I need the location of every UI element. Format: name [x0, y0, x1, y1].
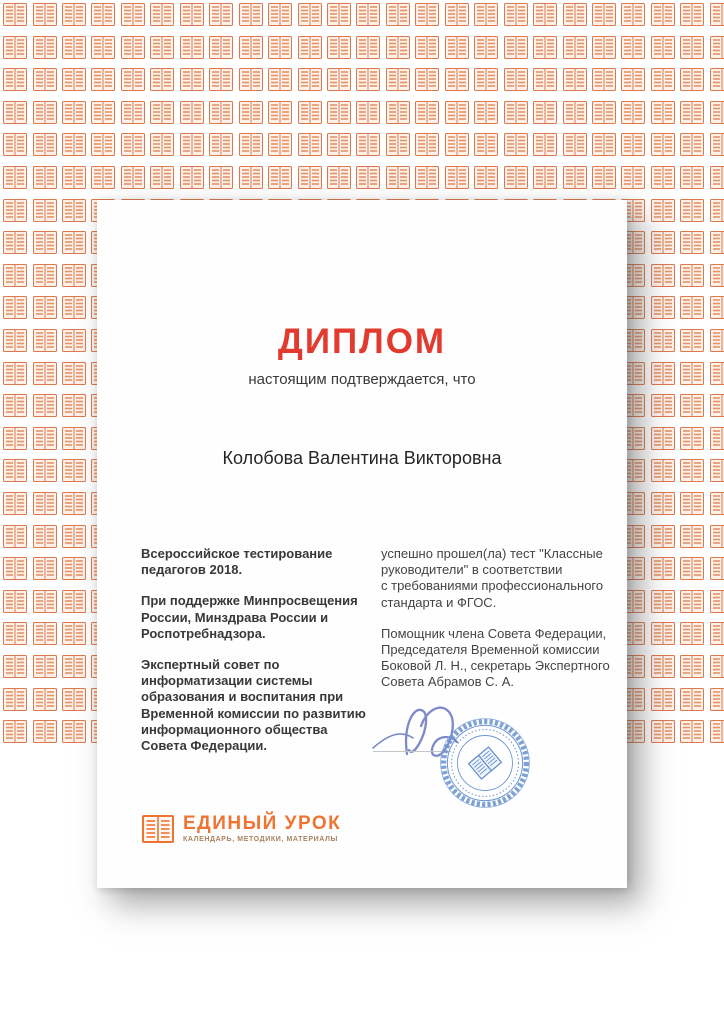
open-book-icon: [3, 394, 27, 417]
open-book-icon: [62, 329, 86, 352]
open-book-icon: [33, 720, 57, 743]
open-book-icon: [651, 492, 675, 515]
open-book-icon: [268, 3, 292, 26]
open-book-icon: [33, 68, 57, 91]
open-book-icon: [651, 133, 675, 156]
open-book-icon: [62, 655, 86, 678]
open-book-icon: [62, 133, 86, 156]
open-book-icon: [710, 133, 724, 156]
open-book-icon: [710, 557, 724, 580]
open-book-icon: [239, 166, 263, 189]
open-book-icon: [33, 264, 57, 287]
open-book-icon: [651, 459, 675, 482]
open-book-icon: [33, 101, 57, 124]
open-book-icon: [239, 101, 263, 124]
open-book-icon: [710, 231, 724, 254]
open-book-icon: [651, 36, 675, 59]
open-book-icon: [680, 525, 704, 548]
open-book-icon: [592, 133, 616, 156]
open-book-icon: [239, 36, 263, 59]
open-book-icon: [62, 36, 86, 59]
open-book-icon: [710, 525, 724, 548]
open-book-icon: [710, 296, 724, 319]
open-book-icon: [180, 133, 204, 156]
open-book-icon: [298, 101, 322, 124]
open-book-icon: [651, 590, 675, 613]
open-book-icon: [680, 655, 704, 678]
open-book-icon: [445, 101, 469, 124]
open-book-icon: [62, 101, 86, 124]
open-book-icon: [62, 720, 86, 743]
open-book-icon: [91, 166, 115, 189]
open-book-icon: [710, 655, 724, 678]
open-book-icon: [3, 655, 27, 678]
open-book-icon: [651, 655, 675, 678]
open-book-icon: [150, 36, 174, 59]
open-book-icon: [3, 133, 27, 156]
open-book-icon: [33, 622, 57, 645]
open-book-icon: [298, 166, 322, 189]
open-book-icon: [592, 166, 616, 189]
open-book-icon: [651, 264, 675, 287]
open-book-icon: [121, 166, 145, 189]
open-book-icon: [33, 688, 57, 711]
open-book-icon: [651, 394, 675, 417]
open-book-icon: [327, 166, 351, 189]
open-book-icon: [651, 688, 675, 711]
open-book-icon: [33, 231, 57, 254]
open-book-icon: [651, 166, 675, 189]
open-book-icon: [33, 362, 57, 385]
open-book-icon: [180, 36, 204, 59]
award-paragraph: успешно прошел(ла) тест "Классные руководители" в соответствии с требованиями профессионального стандарта и ФГОС.: [381, 546, 604, 610]
open-book-icon: [445, 36, 469, 59]
open-book-icon: [121, 101, 145, 124]
open-book-icon: [710, 492, 724, 515]
open-book-icon: [533, 3, 557, 26]
open-book-icon: [710, 688, 724, 711]
open-book-icon: [651, 296, 675, 319]
open-book-icon: [445, 68, 469, 91]
open-book-icon: [150, 166, 174, 189]
open-book-icon: [680, 264, 704, 287]
open-book-icon: [680, 492, 704, 515]
open-book-icon: [592, 36, 616, 59]
open-book-icon: [386, 3, 410, 26]
open-book-icon: [651, 231, 675, 254]
open-book-icon: [180, 68, 204, 91]
open-book-icon: [62, 166, 86, 189]
open-book-icon: [621, 101, 645, 124]
open-book-icon: [651, 199, 675, 222]
open-book-icon: [33, 525, 57, 548]
open-book-icon: [121, 3, 145, 26]
open-book-icon: [533, 101, 557, 124]
open-book-icon: [121, 68, 145, 91]
open-book-icon: [710, 101, 724, 124]
open-book-icon: [91, 133, 115, 156]
open-book-icon: [386, 166, 410, 189]
stamp-icon: [440, 718, 530, 808]
open-book-icon: [3, 329, 27, 352]
brand-name: ЕДИНЫЙ УРОК: [183, 813, 342, 834]
open-book-icon: [3, 199, 27, 222]
open-book-icon: [327, 36, 351, 59]
open-book-icon: [415, 101, 439, 124]
open-book-icon: [33, 459, 57, 482]
open-book-icon: [33, 199, 57, 222]
open-book-icon: [651, 525, 675, 548]
open-book-icon: [445, 3, 469, 26]
open-book-icon: [533, 166, 557, 189]
open-book-icon: [3, 622, 27, 645]
open-book-icon: [62, 3, 86, 26]
open-book-icon: [356, 101, 380, 124]
open-book-icon: [209, 68, 233, 91]
open-book-icon: [91, 101, 115, 124]
open-book-icon: [651, 329, 675, 352]
open-book-icon: [680, 459, 704, 482]
open-book-icon: [621, 166, 645, 189]
open-book-icon: [680, 557, 704, 580]
open-book-icon: [3, 166, 27, 189]
open-book-icon: [209, 133, 233, 156]
open-book-icon: [445, 133, 469, 156]
open-book-icon: [680, 3, 704, 26]
open-book-icon: [710, 427, 724, 450]
open-book-icon: [268, 101, 292, 124]
open-book-icon: [62, 68, 86, 91]
open-book-icon: [3, 427, 27, 450]
issuer-paragraph: Экспертный совет по информатизации системы образования и воспитания при Временной комиссии по развитию информационного общества Совета Федерации.: [141, 657, 366, 754]
open-book-icon: [33, 166, 57, 189]
open-book-icon: [3, 264, 27, 287]
open-book-icon: [533, 133, 557, 156]
certificate-card: [97, 200, 627, 888]
open-book-icon: [3, 720, 27, 743]
open-book-icon: [680, 394, 704, 417]
open-book-icon: [3, 362, 27, 385]
open-book-icon: [680, 329, 704, 352]
open-book-icon: [268, 133, 292, 156]
open-book-icon: [3, 296, 27, 319]
open-book-icon: [621, 68, 645, 91]
open-book-icon: [3, 590, 27, 613]
open-book-icon: [3, 688, 27, 711]
certificate-title: ДИПЛОМ: [277, 322, 447, 361]
open-book-icon: [415, 36, 439, 59]
open-book-icon: [327, 68, 351, 91]
open-book-icon: [474, 101, 498, 124]
open-book-icon: [710, 264, 724, 287]
open-book-icon: [3, 231, 27, 254]
open-book-icon: [33, 329, 57, 352]
open-book-icon: [592, 101, 616, 124]
open-book-icon: [680, 688, 704, 711]
open-book-icon: [356, 68, 380, 91]
open-book-icon: [415, 68, 439, 91]
open-book-icon: [62, 362, 86, 385]
open-book-icon: [651, 427, 675, 450]
brand-tagline: КАЛЕНДАРЬ, МЕТОДИКИ, МАТЕРИАЛЫ: [183, 836, 338, 843]
open-book-icon: [327, 101, 351, 124]
issuer-paragraph: При поддержке Минпросвещения России, Минздрава России и Роспотребнадзора.: [141, 593, 358, 641]
open-book-icon: [651, 101, 675, 124]
open-book-icon: [298, 68, 322, 91]
open-book-icon: [504, 101, 528, 124]
open-book-icon: [91, 68, 115, 91]
issuer-column: [141, 546, 376, 769]
open-book-icon: [474, 36, 498, 59]
open-book-icon: [710, 3, 724, 26]
open-book-icon: [62, 394, 86, 417]
open-book-icon: [3, 557, 27, 580]
open-book-icon: [415, 166, 439, 189]
open-book-icon: [356, 3, 380, 26]
open-book-icon: [3, 525, 27, 548]
open-book-icon: [62, 459, 86, 482]
open-book-icon: [239, 133, 263, 156]
open-book-icon: [533, 36, 557, 59]
open-book-icon: [680, 166, 704, 189]
open-book-icon: [209, 166, 233, 189]
open-book-icon: [209, 101, 233, 124]
open-book-icon: [680, 36, 704, 59]
open-book-icon: [62, 688, 86, 711]
open-book-icon: [3, 3, 27, 26]
open-book-icon: [33, 590, 57, 613]
open-book-icon: [710, 329, 724, 352]
open-book-icon: [651, 720, 675, 743]
open-book-icon: [474, 133, 498, 156]
open-book-icon: [415, 3, 439, 26]
open-book-icon: [680, 590, 704, 613]
open-book-icon: [651, 362, 675, 385]
open-book-icon: [621, 3, 645, 26]
open-book-icon: [680, 622, 704, 645]
award-paragraph: Помощник члена Совета Федерации, Председателя Временной комиссии Боковой Л. Н., секретарь Экспертного Совета Абрамов С. А.: [381, 625, 610, 690]
open-book-icon: [33, 557, 57, 580]
open-book-icon: [680, 199, 704, 222]
open-book-icon: [621, 133, 645, 156]
open-book-icon: [680, 427, 704, 450]
open-book-icon: [121, 36, 145, 59]
open-book-icon: [651, 557, 675, 580]
open-book-icon: [239, 68, 263, 91]
open-book-icon: [651, 3, 675, 26]
open-book-icon: [150, 133, 174, 156]
open-book-icon: [62, 590, 86, 613]
open-book-icon: [62, 622, 86, 645]
open-book-icon: [62, 296, 86, 319]
open-book-icon: [563, 3, 587, 26]
open-book-icon: [710, 394, 724, 417]
open-book-icon: [386, 36, 410, 59]
open-book-icon: [680, 296, 704, 319]
open-book-icon: [680, 231, 704, 254]
open-book-icon: [504, 166, 528, 189]
open-book-icon: [33, 3, 57, 26]
open-book-icon: [33, 133, 57, 156]
open-book-icon: [150, 101, 174, 124]
open-book-icon: [504, 3, 528, 26]
open-book-icon: [150, 68, 174, 91]
open-book-icon: [33, 655, 57, 678]
open-book-icon: [710, 590, 724, 613]
open-book-icon: [121, 133, 145, 156]
open-book-icon: [298, 36, 322, 59]
open-book-icon: [474, 68, 498, 91]
open-book-icon: [33, 394, 57, 417]
open-book-icon: [3, 492, 27, 515]
open-book-icon: [180, 166, 204, 189]
open-book-icon: [33, 492, 57, 515]
open-book-icon: [563, 166, 587, 189]
open-book-icon: [33, 36, 57, 59]
open-book-icon: [533, 68, 557, 91]
open-book-icon: [3, 459, 27, 482]
open-book-icon: [33, 296, 57, 319]
open-book-icon: [268, 36, 292, 59]
open-book-icon: [504, 68, 528, 91]
open-book-icon: [180, 101, 204, 124]
open-book-icon: [710, 459, 724, 482]
open-book-icon: [62, 199, 86, 222]
open-book-icon: [62, 231, 86, 254]
open-book-icon: [298, 133, 322, 156]
open-book-icon: [563, 36, 587, 59]
open-book-icon: [592, 3, 616, 26]
open-book-icon: [504, 36, 528, 59]
open-book-icon: [3, 68, 27, 91]
open-book-icon: [386, 101, 410, 124]
open-book-icon: [621, 36, 645, 59]
open-book-icon: [3, 36, 27, 59]
open-book-icon: [415, 133, 439, 156]
open-book-icon: [33, 427, 57, 450]
open-book-icon: [445, 166, 469, 189]
open-book-icon: [563, 101, 587, 124]
open-book-icon: [592, 68, 616, 91]
open-book-icon: [710, 622, 724, 645]
open-book-icon: [142, 815, 174, 843]
open-book-icon: [563, 68, 587, 91]
open-book-icon: [710, 68, 724, 91]
open-book-icon: [327, 133, 351, 156]
issuer-paragraph: Всероссийское тестирование педагогов 2018.: [141, 546, 333, 578]
open-book-icon: [710, 166, 724, 189]
open-book-icon: [91, 36, 115, 59]
open-book-icon: [356, 166, 380, 189]
open-book-icon: [180, 3, 204, 26]
open-book-icon: [62, 427, 86, 450]
open-book-icon: [710, 720, 724, 743]
open-book-icon: [680, 101, 704, 124]
open-book-icon: [62, 557, 86, 580]
open-book-icon: [504, 133, 528, 156]
open-book-icon: [62, 492, 86, 515]
open-book-icon: [239, 3, 263, 26]
open-book-icon: [268, 166, 292, 189]
open-book-icon: [91, 3, 115, 26]
brand-logo: [142, 813, 341, 843]
open-book-icon: [563, 133, 587, 156]
open-book-icon: [356, 36, 380, 59]
open-book-icon: [680, 133, 704, 156]
open-book-icon: [386, 133, 410, 156]
open-book-icon: [680, 68, 704, 91]
open-book-icon: [298, 3, 322, 26]
open-book-icon: [356, 133, 380, 156]
open-book-icon: [386, 68, 410, 91]
open-book-icon: [651, 622, 675, 645]
award-column: [381, 546, 616, 706]
open-book-icon: [651, 68, 675, 91]
certificate-subtitle: настоящим подтверждается, что: [248, 371, 476, 388]
open-book-icon: [327, 3, 351, 26]
open-book-icon: [680, 362, 704, 385]
open-book-icon: [710, 199, 724, 222]
open-book-icon: [710, 362, 724, 385]
open-book-icon: [62, 264, 86, 287]
open-book-icon: [3, 101, 27, 124]
recipient-name: Колобова Валентина Викторовна: [222, 448, 502, 468]
open-book-icon: [474, 166, 498, 189]
open-book-icon: [209, 3, 233, 26]
open-book-icon: [62, 525, 86, 548]
open-book-icon: [680, 720, 704, 743]
open-book-icon: [268, 68, 292, 91]
open-book-icon: [209, 36, 233, 59]
open-book-icon: [710, 36, 724, 59]
open-book-icon: [150, 3, 174, 26]
open-book-icon: [474, 3, 498, 26]
